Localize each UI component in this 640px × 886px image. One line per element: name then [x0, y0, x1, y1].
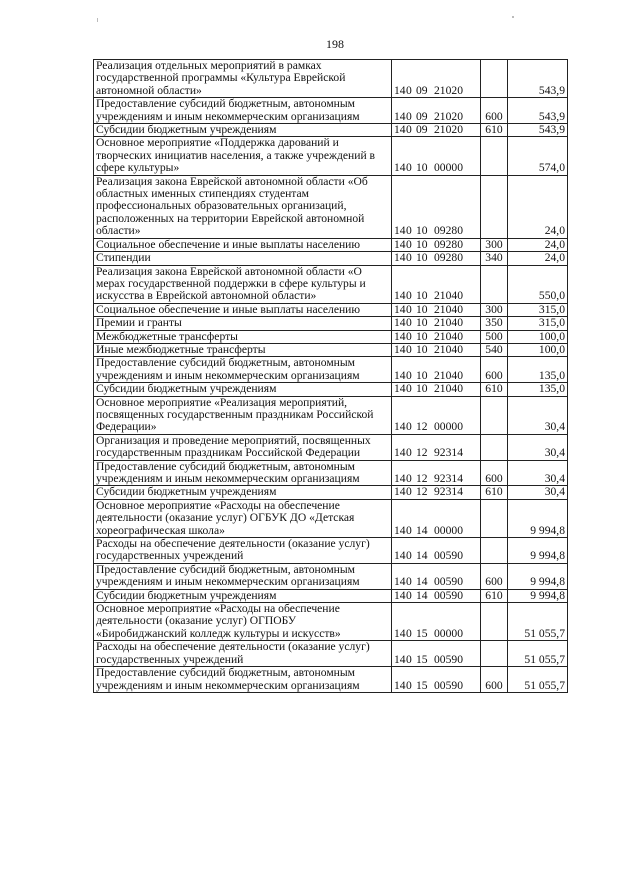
row-code — [392, 460, 481, 486]
row-name: Иные межбюджетные трансферты — [94, 343, 392, 356]
row-code — [392, 383, 481, 396]
code-part: 00590 — [434, 575, 463, 589]
code-part: 0 — [406, 626, 412, 640]
code-part: 14 — [416, 523, 428, 537]
code-part: 0 — [406, 83, 412, 97]
code-part: 09 — [416, 123, 428, 137]
code-part: 0 — [406, 549, 412, 563]
table-row — [94, 60, 568, 98]
row-code — [392, 238, 481, 251]
row-amount: 9 994,8 — [508, 563, 568, 589]
code-part: 21020 — [434, 123, 463, 137]
code-part: 21040 — [434, 289, 463, 303]
code-part: 09 — [416, 83, 428, 97]
row-code — [392, 98, 481, 124]
code-part: 00000 — [434, 420, 463, 434]
code-part: 14 — [394, 238, 406, 251]
row-code — [392, 667, 481, 693]
row-name: Межбюджетные трансферты — [94, 330, 392, 343]
code-part: 0 — [406, 523, 412, 537]
code-part: 0 — [406, 251, 412, 265]
row-expense-type: 500 — [481, 330, 508, 343]
code-part: 10 — [416, 330, 428, 343]
row-expense-type: 610 — [481, 589, 508, 602]
row-expense-type — [481, 603, 508, 641]
code-part: 0 — [406, 123, 412, 137]
table-row — [94, 563, 568, 589]
code-part: 0 — [406, 485, 412, 499]
row-amount: 135,0 — [508, 357, 568, 383]
table-row — [94, 499, 568, 537]
code-part: 21040 — [434, 368, 463, 382]
row-amount: 51 055,7 — [508, 641, 568, 667]
page-number: 198 — [326, 37, 344, 51]
row-expense-type — [481, 60, 508, 98]
table-row — [94, 357, 568, 383]
code-part: 0 — [406, 678, 412, 692]
code-part: 0 — [406, 368, 412, 382]
code-part: 14 — [394, 316, 406, 330]
row-amount: 51 055,7 — [508, 603, 568, 641]
code-part: 0 — [406, 575, 412, 589]
row-name: Предоставление субсидий бюджетным, автономным учреждениям и иным некоммерческим организациям — [94, 563, 392, 589]
code-part: 14 — [394, 382, 406, 396]
row-name: Предоставление субсидий бюджетным, автономным учреждениям и иным некоммерческим организациям — [94, 357, 392, 383]
table-row — [94, 396, 568, 434]
code-part: 14 — [394, 678, 406, 692]
row-amount: 550,0 — [508, 265, 568, 303]
code-part: 15 — [416, 678, 428, 692]
code-part: 10 — [416, 382, 428, 396]
table-row — [94, 265, 568, 303]
row-amount: 30,4 — [508, 434, 568, 460]
row-amount: 135,0 — [508, 383, 568, 396]
table-row — [94, 383, 568, 396]
code-part: 0 — [406, 316, 412, 330]
row-amount: 543,9 — [508, 98, 568, 124]
row-expense-type — [481, 137, 508, 175]
code-part: 14 — [394, 626, 406, 640]
table-row — [94, 641, 568, 667]
row-amount: 51 055,7 — [508, 667, 568, 693]
code-part: 12 — [416, 446, 428, 460]
row-name: Реализация закона Еврейской автономной области «Об областных именных стипендиях студентам профессиональных образовательных организаций, расположенных на территории Еврейской автономной области» — [94, 175, 392, 238]
row-expense-type: 600 — [481, 98, 508, 124]
code-part: 14 — [394, 330, 406, 343]
code-part: 00590 — [434, 589, 463, 602]
code-part: 09280 — [434, 238, 463, 251]
code-part: 10 — [416, 316, 428, 330]
row-expense-type: 340 — [481, 252, 508, 265]
row-code — [392, 603, 481, 641]
code-part: 14 — [394, 420, 406, 434]
row-amount: 543,9 — [508, 124, 568, 137]
row-amount: 30,4 — [508, 396, 568, 434]
code-part: 14 — [394, 523, 406, 537]
code-part: 21020 — [434, 109, 463, 123]
code-part: 0 — [406, 289, 412, 303]
row-name: Субсидии бюджетным учреждениям — [94, 486, 392, 499]
table-row — [94, 317, 568, 330]
row-name: Социальное обеспечение и иные выплаты населению — [94, 303, 392, 316]
row-name: Субсидии бюджетным учреждениям — [94, 589, 392, 602]
row-expense-type: 600 — [481, 563, 508, 589]
row-code — [392, 137, 481, 175]
code-part: 10 — [416, 251, 428, 265]
table-row — [94, 238, 568, 251]
row-name: Стипендии — [94, 252, 392, 265]
code-part: 14 — [394, 549, 406, 563]
table-row — [94, 434, 568, 460]
row-amount: 543,9 — [508, 60, 568, 98]
table-row — [94, 137, 568, 175]
code-part: 10 — [416, 289, 428, 303]
budget-table — [93, 59, 568, 693]
code-part: 0 — [406, 161, 412, 175]
row-expense-type: 350 — [481, 317, 508, 330]
table-row — [94, 603, 568, 641]
code-part: 14 — [394, 652, 406, 666]
row-amount: 315,0 — [508, 317, 568, 330]
code-part: 12 — [416, 420, 428, 434]
row-code — [392, 252, 481, 265]
row-expense-type: 600 — [481, 667, 508, 693]
code-part: 0 — [406, 652, 412, 666]
row-expense-type — [481, 641, 508, 667]
row-code — [392, 317, 481, 330]
row-expense-type — [481, 434, 508, 460]
row-amount: 9 994,8 — [508, 589, 568, 602]
row-code — [392, 124, 481, 137]
code-part: 92314 — [434, 472, 463, 485]
code-part: 10 — [416, 368, 428, 382]
row-name: Расходы на обеспечение деятельности (оказание услуг) государственных учреждений — [94, 538, 392, 564]
code-part: 0 — [406, 472, 412, 485]
code-part: 14 — [394, 446, 406, 460]
row-code — [392, 330, 481, 343]
row-code — [392, 396, 481, 434]
code-part: 0 — [406, 343, 412, 356]
code-part: 0 — [406, 446, 412, 460]
row-name: Субсидии бюджетным учреждениям — [94, 383, 392, 396]
code-part: 14 — [394, 109, 406, 123]
row-expense-type — [481, 538, 508, 564]
code-part: 14 — [394, 83, 406, 97]
code-part: 0 — [406, 420, 412, 434]
code-part: 0 — [406, 330, 412, 343]
code-part: 14 — [394, 368, 406, 382]
code-part: 00000 — [434, 523, 463, 537]
table-row — [94, 538, 568, 564]
code-part: 00590 — [434, 549, 463, 563]
code-part: 0 — [406, 382, 412, 396]
row-code — [392, 175, 481, 238]
code-part: 21040 — [434, 343, 463, 356]
code-part: 00000 — [434, 161, 463, 175]
code-part: 10 — [416, 238, 428, 251]
code-part: 09280 — [434, 224, 463, 238]
row-name: Организация и проведение мероприятий, посвященных государственным праздникам Российской Федерации — [94, 434, 392, 460]
code-part: 00590 — [434, 652, 463, 666]
row-code — [392, 357, 481, 383]
code-part: 10 — [416, 343, 428, 356]
code-part: 92314 — [434, 446, 463, 460]
code-part: 14 — [394, 123, 406, 137]
row-name: Реализация отдельных мероприятий в рамках государственной программы «Культура Еврейской автономной области» — [94, 60, 392, 98]
code-part: 14 — [394, 472, 406, 485]
table-row — [94, 124, 568, 137]
code-part: 00590 — [434, 678, 463, 692]
code-part: 0 — [406, 224, 412, 238]
row-amount: 9 994,8 — [508, 538, 568, 564]
row-expense-type — [481, 175, 508, 238]
row-expense-type: 300 — [481, 303, 508, 316]
code-part: 14 — [394, 485, 406, 499]
row-expense-type: 600 — [481, 460, 508, 486]
row-expense-type — [481, 265, 508, 303]
code-part: 00000 — [434, 626, 463, 640]
table-row — [94, 330, 568, 343]
table-row — [94, 303, 568, 316]
row-name: Реализация закона Еврейской автономной области «О мерах государственной поддержки в сфере культуры и искусства в Еврейской автономной области» — [94, 265, 392, 303]
row-expense-type: 610 — [481, 383, 508, 396]
row-expense-type: 610 — [481, 486, 508, 499]
row-amount: 24,0 — [508, 175, 568, 238]
row-expense-type: 300 — [481, 238, 508, 251]
code-part: 14 — [394, 224, 406, 238]
row-amount: 315,0 — [508, 303, 568, 316]
code-part: 10 — [416, 224, 428, 238]
code-part: 14 — [416, 575, 428, 589]
table-row — [94, 343, 568, 356]
row-amount: 24,0 — [508, 252, 568, 265]
row-code — [392, 563, 481, 589]
row-name: Предоставление субсидий бюджетным, автономным учреждениям и иным некоммерческим организациям — [94, 98, 392, 124]
table-row — [94, 667, 568, 693]
code-part: 14 — [394, 161, 406, 175]
row-name: Премии и гранты — [94, 317, 392, 330]
table-row — [94, 175, 568, 238]
row-code — [392, 343, 481, 356]
row-expense-type — [481, 499, 508, 537]
row-amount: 30,4 — [508, 460, 568, 486]
row-code — [392, 589, 481, 602]
row-code — [392, 265, 481, 303]
code-part: 21040 — [434, 303, 463, 316]
row-code — [392, 486, 481, 499]
row-expense-type: 600 — [481, 357, 508, 383]
row-amount: 100,0 — [508, 343, 568, 356]
table-row — [94, 460, 568, 486]
code-part: 09280 — [434, 251, 463, 265]
row-code — [392, 60, 481, 98]
code-part: 12 — [416, 485, 428, 499]
row-name: Социальное обеспечение и иные выплаты населению — [94, 238, 392, 251]
row-code — [392, 303, 481, 316]
code-part: 14 — [394, 251, 406, 265]
code-part: 09 — [416, 109, 428, 123]
code-part: 0 — [406, 589, 412, 602]
code-part: 14 — [394, 575, 406, 589]
row-name: Основное мероприятие «Расходы на обеспечение деятельности (оказание услуг) ОГПОБУ «Биробиджанский колледж культуры и искусств» — [94, 603, 392, 641]
code-part: 12 — [416, 472, 428, 485]
row-amount: 30,4 — [508, 486, 568, 499]
row-expense-type: 610 — [481, 124, 508, 137]
code-part: 21040 — [434, 330, 463, 343]
row-amount: 574,0 — [508, 137, 568, 175]
row-name: Основное мероприятие «Поддержка дарований и творческих инициатив населения, а также учреждений в сфере культуры» — [94, 137, 392, 175]
table-row — [94, 98, 568, 124]
code-part: 21020 — [434, 83, 463, 97]
row-expense-type: 540 — [481, 343, 508, 356]
row-name: Основное мероприятие «Расходы на обеспечение деятельности (оказание услуг) ОГБУК ДО «Детская хореографическая школа» — [94, 499, 392, 537]
code-part: 21040 — [434, 316, 463, 330]
code-part: 14 — [394, 343, 406, 356]
code-part: 0 — [406, 303, 412, 316]
row-code — [392, 499, 481, 537]
row-code — [392, 538, 481, 564]
row-name: Предоставление субсидий бюджетным, автономным учреждениям и иным некоммерческим организациям — [94, 460, 392, 486]
code-part: 21040 — [434, 382, 463, 396]
row-expense-type — [481, 396, 508, 434]
code-part: 14 — [416, 549, 428, 563]
row-name: Предоставление субсидий бюджетным, автономным учреждениям и иным некоммерческим организациям — [94, 667, 392, 693]
code-part: 10 — [416, 303, 428, 316]
row-name: Основное мероприятие «Реализация мероприятий, посвященных государственным праздникам Российской Федерации» — [94, 396, 392, 434]
code-part: 10 — [416, 161, 428, 175]
table-row — [94, 589, 568, 602]
row-code — [392, 434, 481, 460]
code-part: 15 — [416, 626, 428, 640]
code-part: 15 — [416, 652, 428, 666]
row-amount: 24,0 — [508, 238, 568, 251]
row-amount: 9 994,8 — [508, 499, 568, 537]
row-amount: 100,0 — [508, 330, 568, 343]
code-part: 0 — [406, 238, 412, 251]
row-name: Расходы на обеспечение деятельности (оказание услуг) государственных учреждений — [94, 641, 392, 667]
code-part: 14 — [394, 589, 406, 602]
scan-mark — [512, 16, 514, 18]
code-part: 0 — [406, 109, 412, 123]
code-part: 14 — [394, 289, 406, 303]
code-part: 14 — [394, 303, 406, 316]
row-name: Субсидии бюджетным учреждениям — [94, 124, 392, 137]
table-row — [94, 252, 568, 265]
code-part: 92314 — [434, 485, 463, 499]
table-row — [94, 486, 568, 499]
scan-mark — [97, 18, 98, 22]
row-code — [392, 641, 481, 667]
code-part: 14 — [416, 589, 428, 602]
